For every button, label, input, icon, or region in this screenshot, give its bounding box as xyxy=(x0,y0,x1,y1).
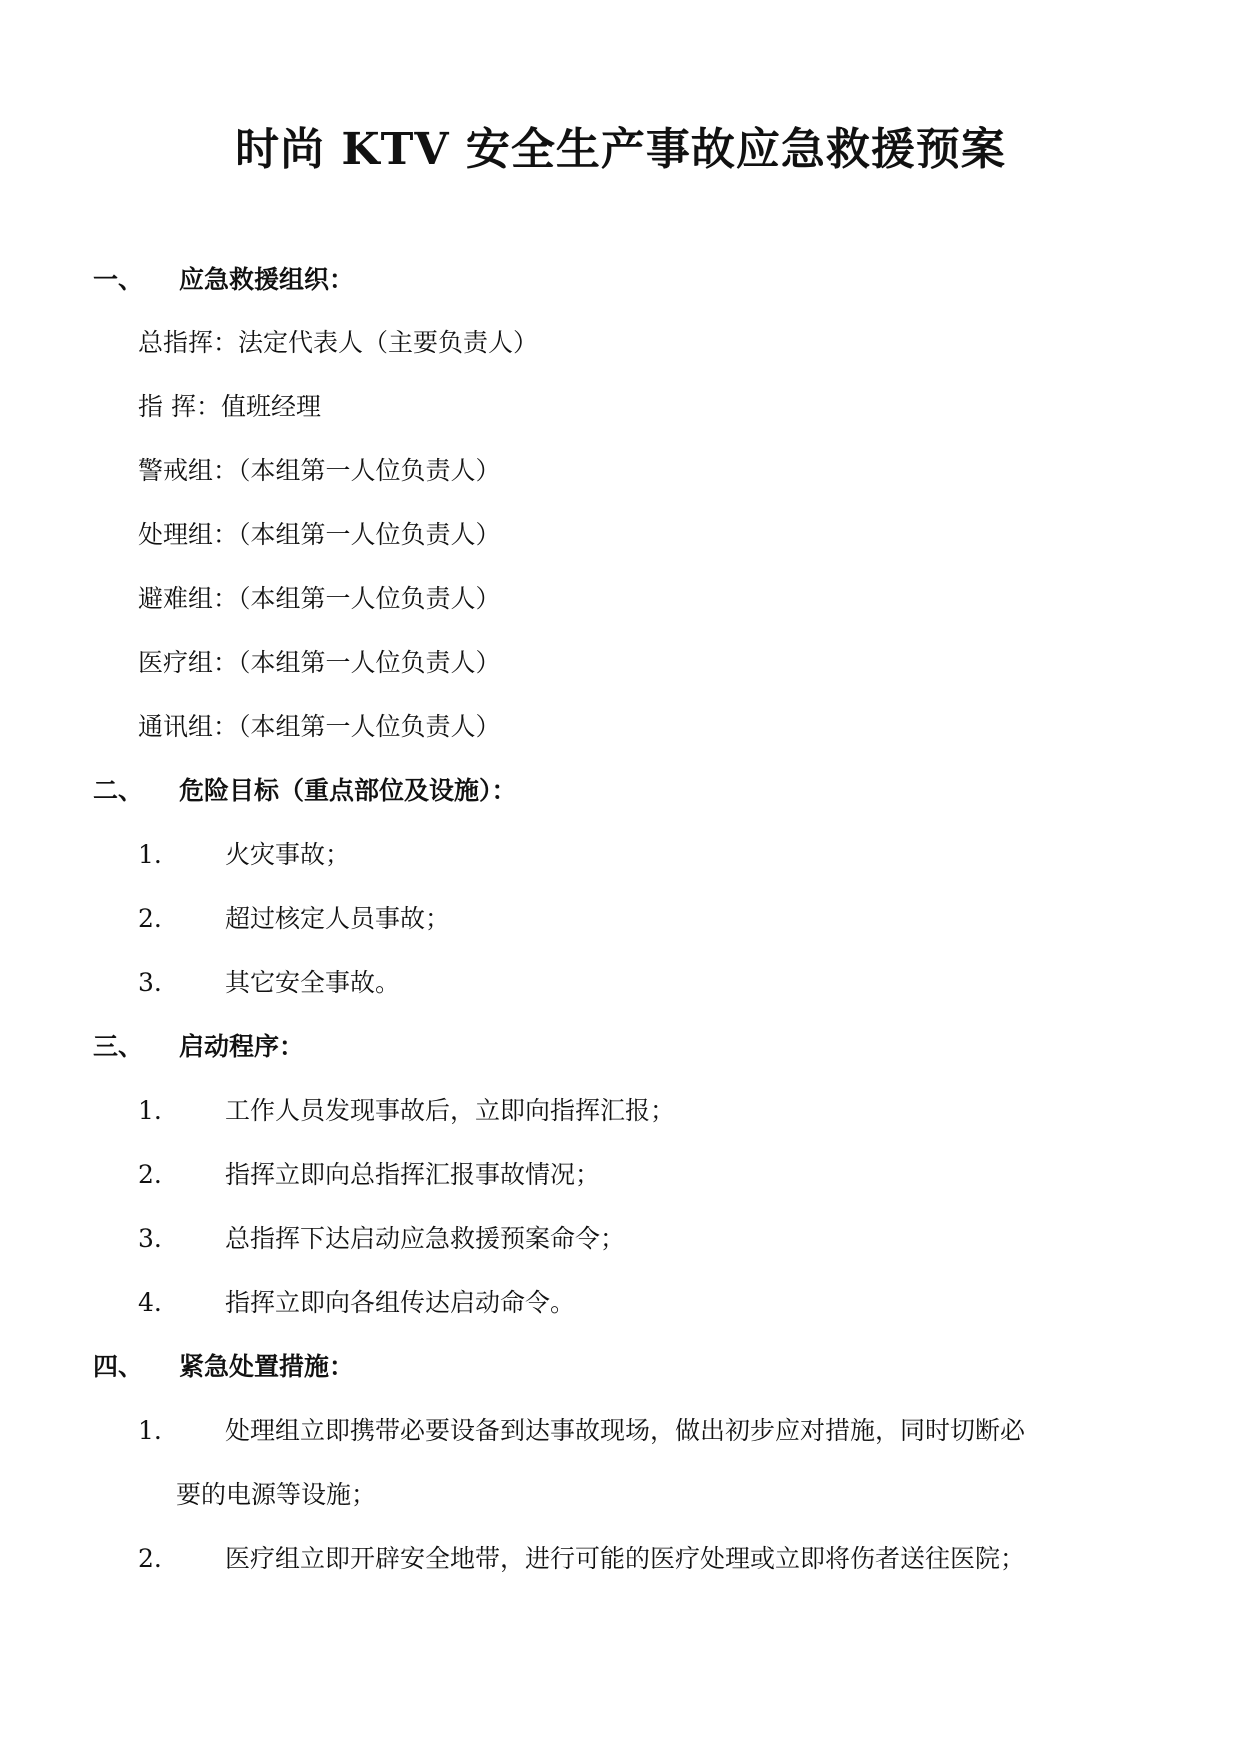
list-item-number: 3. xyxy=(138,1224,162,1253)
list-item-text: 指挥立即向各组传达启动命令。 xyxy=(225,1288,576,1317)
list-item-number: 2. xyxy=(138,1544,162,1573)
list-item-text: 工作人员发现事故后，立即向指挥汇报； xyxy=(225,1096,676,1125)
section-title: 紧急处置措施： xyxy=(179,1352,355,1381)
org-line: 警戒组：（本组第一人位负责人） xyxy=(138,456,501,485)
section-number: 四、 xyxy=(93,1352,144,1381)
list-item-text: 其它安全事故。 xyxy=(225,968,401,997)
list-item-text: 处理组立即携带必要设备到达事故现场，做出初步应对措施，同时切断必 xyxy=(225,1416,1026,1445)
list-item-number: 1. xyxy=(138,1096,162,1125)
list-item-text: 超过核定人员事故； xyxy=(225,904,451,933)
org-line: 医疗组：（本组第一人位负责人） xyxy=(138,648,501,677)
org-line: 通讯组：（本组第一人位负责人） xyxy=(138,712,501,741)
list-item-text: 火灾事故； xyxy=(225,840,351,869)
list-item-number: 1. xyxy=(138,1416,162,1445)
list-item-number: 4. xyxy=(138,1288,162,1317)
list-item-text: 总指挥下达启动应急救援预案命令； xyxy=(225,1224,626,1253)
section-number: 三、 xyxy=(93,1032,144,1061)
section-number: 二、 xyxy=(93,776,144,805)
list-item-number: 2. xyxy=(138,1160,162,1189)
org-line: 避难组：（本组第一人位负责人） xyxy=(138,584,501,613)
list-item-text: 医疗组立即开辟安全地带，进行可能的医疗处理或立即将伤者送往医院； xyxy=(225,1544,1026,1573)
org-line: 处理组：（本组第一人位负责人） xyxy=(138,520,501,549)
list-item-continuation: 要的电源等设施； xyxy=(176,1480,377,1509)
list-item-number: 3. xyxy=(138,968,162,997)
section-title: 启动程序： xyxy=(179,1032,305,1061)
document-title: 时尚 KTV 安全生产事故应急救援预案 xyxy=(235,124,1006,175)
list-item-number: 1. xyxy=(138,840,162,869)
section-title: 应急救援组织： xyxy=(179,265,355,294)
list-item-text: 指挥立即向总指挥汇报事故情况； xyxy=(225,1160,601,1189)
org-line: 总指挥：法定代表人（主要负责人） xyxy=(138,328,539,357)
org-line: 指 挥：值班经理 xyxy=(138,392,321,421)
list-item-number: 2. xyxy=(138,904,162,933)
section-number: 一、 xyxy=(93,265,144,294)
section-title: 危险目标（重点部位及设施）： xyxy=(179,776,517,805)
